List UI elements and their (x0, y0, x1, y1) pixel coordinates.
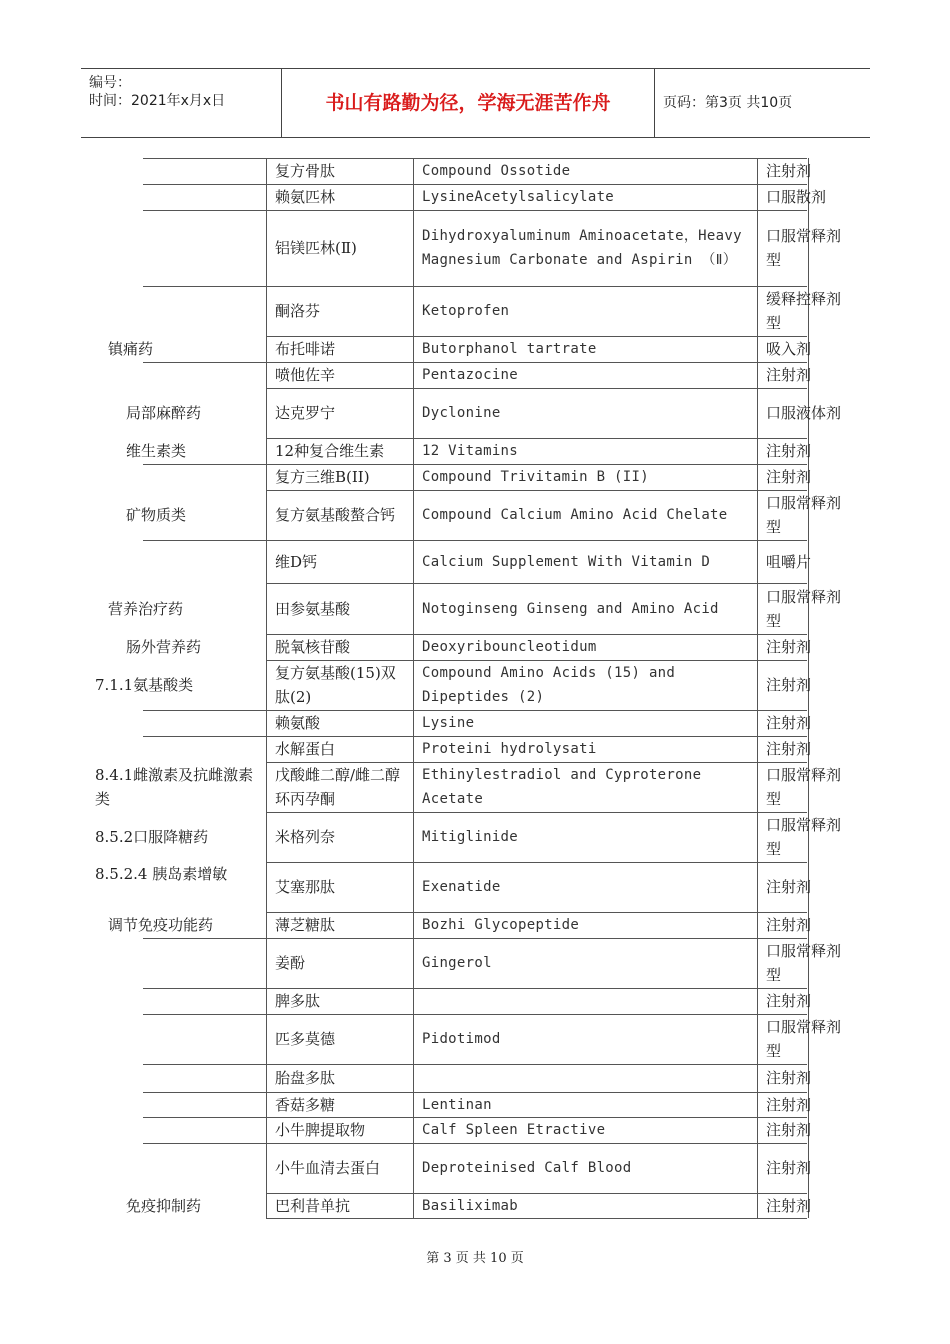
drug-name-zh: 赖氨酸 (275, 714, 321, 732)
dosage-form-cell (757, 1193, 812, 1218)
drug-name-en-cell (413, 1014, 757, 1064)
dosage-form-cell (757, 912, 812, 938)
dosage-form: 注射剂 (766, 740, 812, 758)
dosage-form-cell (757, 988, 812, 1014)
drug-name-en-cell (413, 362, 757, 388)
drug-name-en-cell (413, 710, 757, 736)
drug-name-zh-cell (266, 362, 413, 388)
drug-name-zh: 复方氨基酸(15)双肽(2) (275, 664, 396, 706)
dosage-form-cell (757, 938, 842, 988)
drug-name-en-cell (413, 540, 757, 583)
drug-name-zh: 复方三维B(II) (275, 468, 370, 486)
drug-name-en: Calf Spleen Etractive (422, 1122, 606, 1138)
dosage-form: 口服常释剂型 (766, 816, 842, 858)
dosage-form: 口服常释剂型 (766, 942, 842, 984)
dosage-form-cell (757, 634, 812, 660)
drug-name-zh: 匹多莫德 (275, 1030, 336, 1048)
drug-name-en: Ketoprofen (422, 303, 510, 319)
dosage-form: 口服常释剂型 (766, 766, 842, 808)
table-row (0, 388, 950, 438)
drug-name-en-cell (413, 1092, 757, 1117)
table-row (0, 184, 950, 210)
drug-name-en: Dyclonine (422, 405, 501, 421)
drug-name-zh-cell (266, 988, 413, 1014)
drug-name-zh-cell (266, 184, 413, 210)
drug-name-en-cell (413, 1193, 757, 1218)
table-row (0, 862, 950, 912)
dosage-form-cell (757, 336, 812, 362)
dosage-form: 缓释控释剂型 (766, 290, 842, 332)
drug-name-en: Pentazocine (422, 367, 519, 383)
dosage-form-cell (757, 660, 812, 710)
drug-name-zh-cell (266, 1193, 413, 1218)
dosage-form: 注射剂 (766, 916, 812, 934)
table-row (0, 1193, 950, 1218)
drug-name-en-cell (413, 388, 757, 438)
dosage-form-cell (757, 812, 842, 862)
drug-name-en: Basiliximab (422, 1197, 519, 1214)
drug-name-en-cell (413, 286, 757, 336)
drug-name-zh-cell (266, 583, 413, 634)
dosage-form-cell (757, 862, 812, 912)
header-page-info: 页码：第3页 共10页 (663, 95, 793, 111)
drug-name-en: Compound Ossotide (422, 163, 571, 179)
table-row (0, 988, 950, 1014)
drug-name-zh-cell (266, 286, 413, 336)
drug-name-zh: 米格列奈 (275, 828, 336, 846)
drug-name-zh: 薄芝糖肽 (275, 916, 336, 934)
drug-name-zh: 艾塞那肽 (275, 878, 336, 896)
table-row (0, 762, 950, 812)
category-label: 免疫抑制药 (126, 1196, 202, 1215)
drug-name-en: Lysine (422, 715, 475, 731)
dosage-form-cell (757, 184, 827, 210)
dosage-form: 注射剂 (766, 1159, 812, 1177)
drug-name-en: Proteini hydrolysati (422, 741, 597, 757)
drug-name-zh: 姜酚 (275, 954, 306, 972)
drug-name-en-cell (413, 862, 757, 912)
drug-name-zh-cell (266, 710, 413, 736)
category-label: 维生素类 (126, 442, 187, 460)
table-row (0, 710, 950, 736)
drug-name-zh: 布托啡诺 (275, 340, 336, 358)
dosage-form-cell (757, 210, 842, 286)
drug-name-zh-cell (266, 336, 413, 362)
table-row (0, 490, 950, 540)
document-number-label: 编号： (89, 75, 131, 91)
dosage-form: 注射剂 (766, 442, 812, 460)
drug-name-en-cell (413, 464, 757, 490)
table-row (0, 1092, 950, 1117)
drug-name-zh-cell (266, 736, 413, 762)
category-label: 调节免疫功能药 (108, 916, 214, 934)
dosage-form-cell (757, 388, 842, 438)
dosage-form: 吸入剂 (766, 340, 812, 358)
table-row (0, 438, 950, 464)
drug-name-zh: 喷他佐辛 (275, 366, 336, 384)
drug-name-zh-cell (266, 912, 413, 938)
drug-name-en: Bozhi Glycopeptide (422, 917, 580, 933)
drug-name-zh: 脾多肽 (275, 992, 321, 1010)
dosage-form: 注射剂 (766, 468, 812, 486)
drug-name-zh: 小牛血清去蛋白 (275, 1159, 381, 1177)
document-time-label: 时间：2021年x月x日 (89, 93, 226, 109)
table-row (0, 1014, 950, 1064)
drug-name-zh: 12种复合维生素 (275, 442, 385, 460)
drug-name-zh: 赖氨匹林 (275, 188, 336, 206)
drug-name-en-cell (413, 1117, 757, 1143)
drug-name-en-cell (413, 336, 757, 362)
drug-name-zh-cell (266, 862, 413, 912)
table-row (0, 812, 950, 862)
drug-name-en-cell (413, 438, 757, 464)
table-row (0, 1143, 950, 1193)
drug-name-zh-cell (266, 1014, 413, 1064)
drug-name-en-cell (413, 583, 757, 634)
dosage-form-cell (757, 286, 842, 336)
table-row (0, 634, 950, 660)
drug-name-en: Mitiglinide (422, 829, 519, 845)
drug-name-zh-cell (266, 1117, 413, 1143)
drug-name-en: Deoxyribouncleotidum (422, 639, 597, 655)
drug-name-en: Ethinylestradiol and Cyproterone Acetate (422, 767, 702, 807)
dosage-form: 注射剂 (766, 676, 812, 694)
dosage-form: 注射剂 (766, 1196, 812, 1215)
header-motto: 书山有路勤为径，学海无涯苦作舟 (282, 69, 655, 137)
drug-name-en: Exenatide (422, 879, 501, 895)
dosage-form: 口服散剂 (766, 188, 827, 206)
drug-name-zh-cell (266, 210, 413, 286)
drug-name-zh: 铝镁匹林(Ⅱ) (275, 239, 357, 257)
dosage-form-cell (757, 1143, 812, 1193)
dosage-form-cell (757, 540, 812, 583)
drug-name-zh: 戊酸雌二醇/雌二醇环丙孕酮 (275, 766, 401, 808)
dosage-form: 口服液体剂 (766, 404, 842, 422)
drug-name-zh-cell (266, 490, 413, 540)
category-label: 营养治疗药 (108, 599, 184, 618)
drug-name-zh-cell (266, 1143, 413, 1193)
dosage-form-cell (757, 438, 812, 464)
dosage-form-cell (757, 1064, 812, 1092)
drug-name-en: Dihydroxyaluminum Aminoacetate，Heavy Magnesium Carbonate and Aspirin （Ⅱ） (422, 228, 742, 268)
dosage-form: 注射剂 (766, 1095, 812, 1114)
drug-name-en-cell (413, 158, 757, 184)
category-label: 8.5.2口服降糖药 (95, 828, 209, 846)
drug-name-zh: 巴利昔单抗 (275, 1196, 351, 1215)
category-label: 肠外营养药 (126, 638, 202, 656)
drug-name-en: Deproteinised Calf Blood (422, 1160, 632, 1176)
table-row (0, 736, 950, 762)
dosage-form: 注射剂 (766, 992, 812, 1010)
drug-name-en: Pidotimod (422, 1031, 501, 1047)
drug-name-zh-cell (266, 1064, 413, 1092)
drug-name-en-cell (413, 184, 757, 210)
drug-name-en-cell (413, 1064, 757, 1092)
drug-name-zh-cell (266, 634, 413, 660)
drug-name-zh: 香菇多糖 (275, 1095, 336, 1114)
drug-name-en: Compound Calcium Amino Acid Chelate (422, 507, 728, 523)
category-label: 8.4.1雌激素及抗雌激素类 (95, 766, 254, 808)
drug-name-zh: 复方骨肽 (275, 162, 336, 180)
drug-name-en-cell (413, 736, 757, 762)
page-header (81, 68, 870, 138)
drug-name-zh-cell (266, 540, 413, 583)
table-row (0, 362, 950, 388)
table-row (0, 540, 950, 583)
category-label: 镇痛药 (108, 340, 154, 358)
drug-name-en-cell (413, 812, 757, 862)
drug-name-zh: 小牛脾提取物 (275, 1121, 366, 1139)
dosage-form-cell (757, 583, 842, 634)
drug-name-zh: 酮洛芬 (275, 302, 321, 320)
drug-name-en: 12 Vitamins (422, 443, 519, 459)
drug-name-zh: 复方氨基酸螯合钙 (275, 506, 396, 524)
dosage-form-cell (757, 710, 812, 736)
drug-name-zh: 田参氨基酸 (275, 599, 351, 618)
drug-name-en-cell (413, 912, 757, 938)
drug-name-en: LysineAcetylsalicylate (422, 189, 615, 205)
drug-name-en: Calcium Supplement With Vitamin D (422, 553, 711, 570)
table-row (0, 1117, 950, 1143)
table-row (0, 660, 950, 710)
table-row (0, 583, 950, 634)
drug-name-en-cell (413, 660, 757, 710)
header-info-cell (81, 69, 282, 137)
drug-name-en-cell (413, 210, 757, 286)
dosage-form: 注射剂 (766, 714, 812, 732)
drug-name-en: Compound Trivitamin B (II) (422, 469, 649, 485)
drug-name-en-cell (413, 988, 757, 1014)
table-row (0, 938, 950, 988)
dosage-form: 口服常释剂型 (766, 1018, 842, 1060)
dosage-form-cell (757, 490, 842, 540)
dosage-form: 口服常释剂型 (766, 587, 842, 630)
dosage-form: 咀嚼片 (766, 552, 812, 571)
dosage-form: 注射剂 (766, 638, 812, 656)
drug-name-en: Compound Amino Acids (15) and Dipeptides (2) (422, 665, 676, 705)
category-label: 7.1.1氨基酸类 (95, 676, 194, 694)
table-bottom-rule (266, 1218, 807, 1219)
table-row (0, 336, 950, 362)
dosage-form: 注射剂 (766, 1069, 812, 1087)
page-footer: 第 3 页 共 10 页 (426, 1251, 524, 1266)
drug-name-zh-cell (266, 438, 413, 464)
drug-name-en: Gingerol (422, 955, 492, 971)
table-row (0, 1064, 950, 1092)
drug-name-en: Butorphanol tartrate (422, 341, 597, 357)
dosage-form: 注射剂 (766, 1121, 812, 1139)
dosage-form-cell (757, 158, 812, 184)
drug-name-en-cell (413, 1143, 757, 1193)
drug-name-zh-cell (266, 464, 413, 490)
drug-name-zh-cell (266, 660, 413, 710)
dosage-form-cell (757, 464, 812, 490)
drug-name-zh-cell (266, 388, 413, 438)
drug-name-zh-cell (266, 762, 413, 812)
drug-name-zh-cell (266, 812, 413, 862)
table-row (0, 210, 950, 286)
dosage-form: 注射剂 (766, 366, 812, 384)
drug-name-en-cell (413, 938, 757, 988)
dosage-form-cell (757, 762, 842, 812)
dosage-form-cell (757, 736, 812, 762)
dosage-form-cell (757, 1117, 812, 1143)
dosage-form-cell (757, 1092, 812, 1117)
drug-name-en-cell (413, 634, 757, 660)
dosage-form-cell (757, 1014, 842, 1064)
dosage-form: 注射剂 (766, 162, 812, 180)
category-label: 局部麻醉药 (126, 404, 202, 422)
dosage-form: 口服常释剂型 (766, 494, 842, 536)
table-row (0, 158, 950, 184)
dosage-form: 口服常释剂型 (766, 227, 842, 269)
table-row (0, 464, 950, 490)
dosage-form-cell (757, 362, 812, 388)
drug-name-zh: 胎盘多肽 (275, 1069, 336, 1087)
dosage-form: 注射剂 (766, 878, 812, 896)
drug-name-en-cell (413, 490, 757, 540)
drug-name-zh: 水解蛋白 (275, 740, 336, 758)
category-label: 矿物质类 (126, 506, 187, 524)
table-row (0, 912, 950, 938)
drug-name-zh: 达克罗宁 (275, 404, 336, 422)
drug-name-zh: 维D钙 (275, 552, 318, 571)
drug-name-en: Notoginseng Ginseng and Amino Acid (422, 600, 719, 617)
category-label: 8.5.2.4 胰岛素增敏 (95, 865, 228, 883)
drug-name-zh: 脱氧核苷酸 (275, 638, 351, 656)
drug-name-zh-cell (266, 938, 413, 988)
drug-name-zh-cell (266, 158, 413, 184)
drug-name-en: Lentinan (422, 1096, 492, 1113)
drug-name-zh-cell (266, 1092, 413, 1117)
table-row (0, 286, 950, 336)
drug-name-en-cell (413, 762, 757, 812)
